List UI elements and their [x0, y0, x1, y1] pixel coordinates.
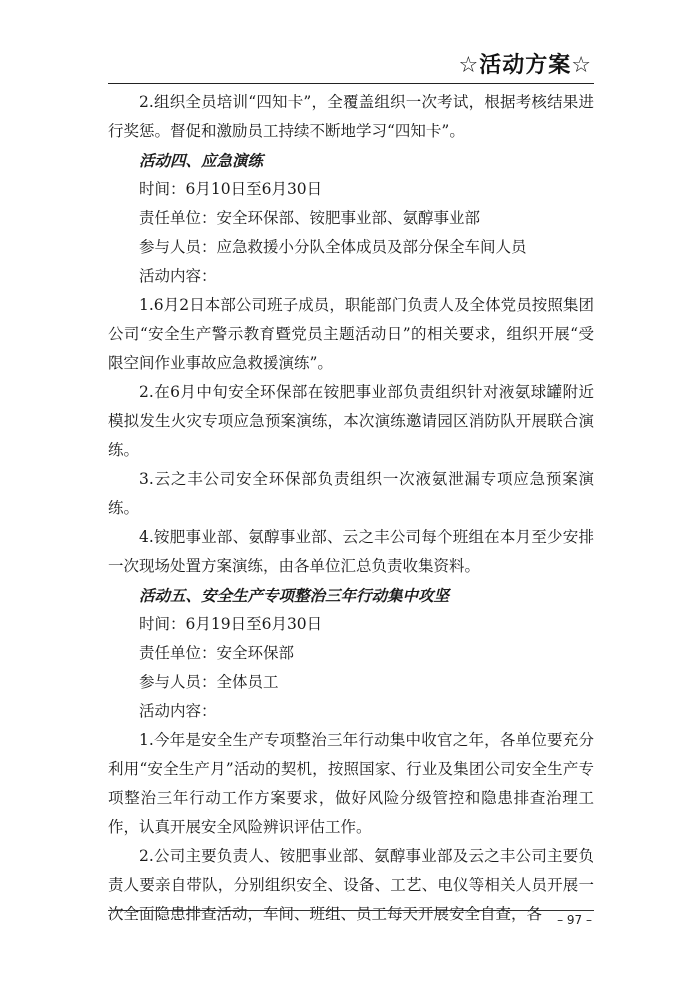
activity-5-responsible-unit: 责任单位：安全环保部: [139, 644, 295, 662]
activity-4-item-2: 2.在6月中旬安全环保部在铵肥事业部负责组织针对液氨球罐附近模拟发生火灾专项应急预案演练，本次演练邀请园区消防队开展联合演练。: [108, 383, 594, 459]
activity-5-item-2: 2.公司主要负责人、铵肥事业部、氨醇事业部及云之丰公司主要负责人要亲自带队，分别组织安全、设备、工艺、电仪等相关人员开展一次全面隐患排查活动，车间、班组、员工每天开展安全自查，各: [108, 847, 594, 923]
document-body: [108, 88, 594, 929]
activity-4-participants: 参与人员：应急救援小分队全体成员及部分保全车间人员: [139, 238, 527, 256]
activity-4-item-3: 3.云之丰公司安全环保部负责组织一次液氨泄漏专项应急预案演练。: [108, 470, 594, 517]
section-heading-activity-5: 活动五、安全生产专项整治三年行动集中攻坚: [139, 586, 450, 605]
paragraph-training: 2.组织全员培训“四知卡”，全覆盖组织一次考试，根据考核结果进行奖惩。督促和激励员工持续不断地学习“四知卡”。: [108, 93, 594, 140]
section-heading-activity-4: 活动四、应急演练: [139, 151, 264, 170]
activity-4-item-1: 1.6月2日本部公司班子成员，职能部门负责人及全体党员按照集团公司“安全生产警示教育暨党员主题活动日”的相关要求，组织开展“受限空间作业事故应急救援演练”。: [108, 296, 594, 372]
header-rule: [108, 83, 594, 84]
activity-4-responsible-unit: 责任单位：安全环保部、铵肥事业部、氨醇事业部: [139, 209, 481, 227]
activity-5-content-label: 活动内容：: [139, 702, 217, 720]
page-number: – 97 –: [557, 913, 592, 927]
activity-5-time: 时间：6月19日至6月30日: [139, 615, 323, 633]
activity-5-participants: 参与人员：全体员工: [139, 673, 279, 691]
activity-4-item-4: 4.铵肥事业部、氨醇事业部、云之丰公司每个班组在本月至少安排一次现场处置方案演练，由各单位汇总负责收集资料。: [108, 528, 594, 575]
activity-4-time: 时间：6月10日至6月30日: [139, 180, 323, 198]
activity-4-content-label: 活动内容：: [139, 267, 217, 285]
footer-rule: [108, 910, 594, 911]
header-title: ☆活动方案☆: [458, 53, 592, 78]
activity-5-item-1: 1.今年是安全生产专项整治三年行动集中收官之年，各单位要充分利用“安全生产月”活动的契机，按照国家、行业及集团公司安全生产专项整治三年行动工作方案要求，做好风险分级管控和隐患排查治理工作，认真开展安全风险辨识评估工作。: [108, 731, 594, 836]
